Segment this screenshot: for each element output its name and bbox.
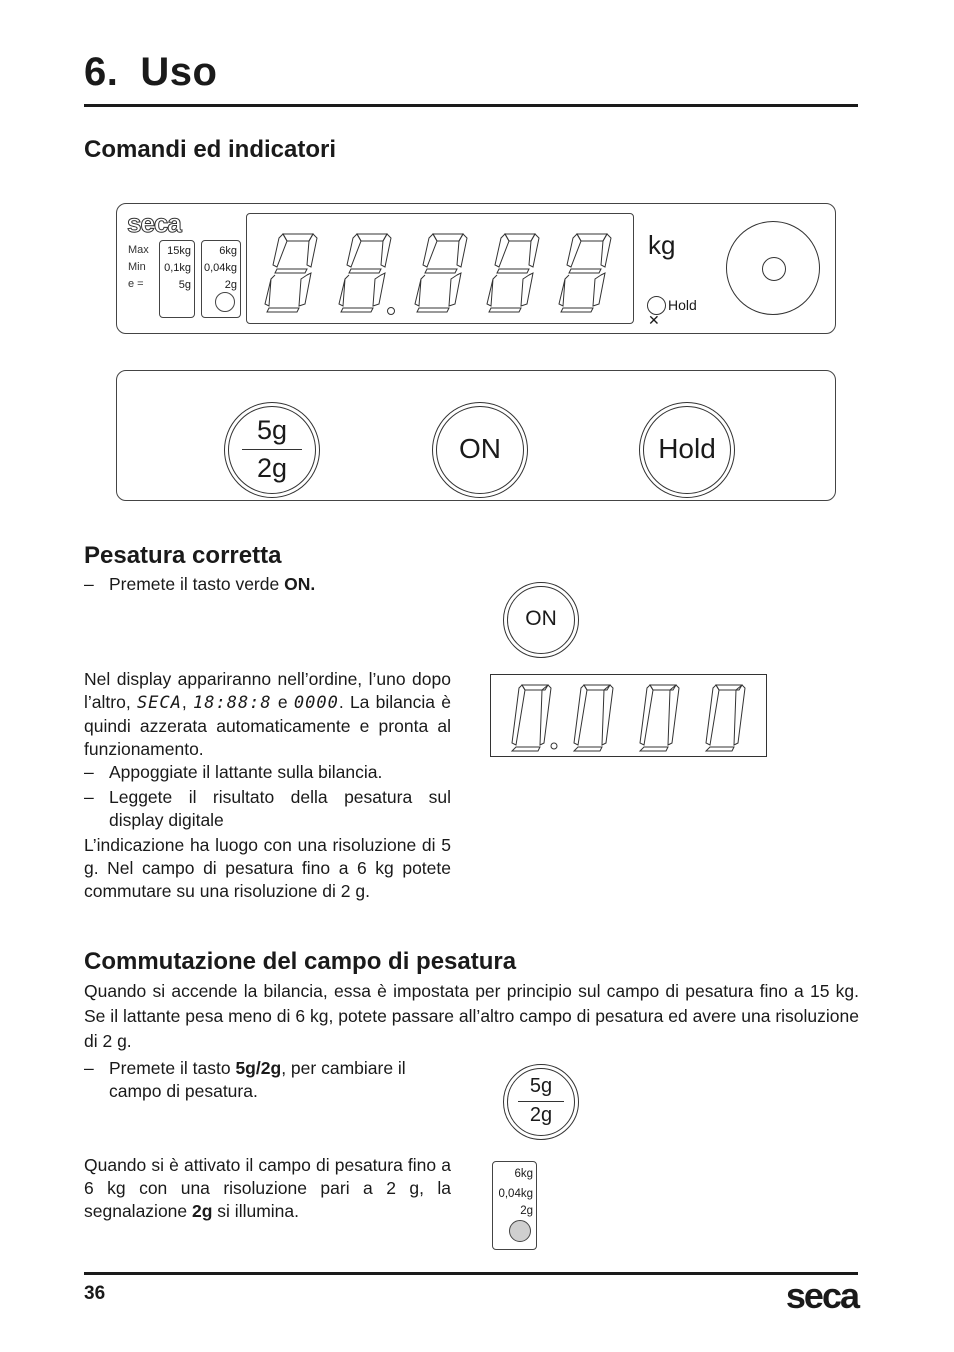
range2-min: 0,04kg	[203, 262, 237, 274]
step-press-range-key	[84, 1057, 451, 1103]
step-press-on	[84, 573, 479, 596]
digit-display-window	[246, 213, 634, 324]
range-key-illustration-top: 5g	[529, 1075, 553, 1097]
hold-key-label: Hold	[658, 433, 716, 464]
range2-max: 6kg	[219, 245, 237, 257]
section-title-range-switch: Commutazione del campo di pesatura	[84, 948, 517, 975]
segment-text-zero: 0000	[293, 693, 339, 713]
indicator-paragraph	[84, 1154, 451, 1223]
digit-4	[487, 234, 539, 312]
display-sequence-text: Nel display appariranno nell’ordine, l’uno dopo l’altro,	[84, 669, 451, 712]
step-press-range-prefix: Premete il tasto	[109, 1058, 236, 1078]
range-key-illustration-bottom: 2g	[529, 1104, 553, 1126]
eight-segment-digits	[247, 214, 633, 323]
zero-decimal-point	[551, 743, 557, 749]
range1-box	[159, 240, 195, 318]
resolution-paragraph: L’indicazione ha luogo con una risoluzione di 5 g. Nel campo di pesatura fino a 6 kg potete commutare su una risoluzione di 2 g.	[84, 835, 451, 901]
range-key-divider	[242, 449, 302, 450]
footer-rule	[84, 1272, 858, 1275]
indicator-min: 0,04kg	[498, 1188, 533, 1200]
section-title-controls: Comandi ed indicatori	[84, 136, 337, 163]
label-min: Min	[128, 261, 146, 273]
label-e: e =	[128, 278, 144, 290]
range1-min: 0,1kg	[164, 262, 191, 274]
conjunction-text: e	[277, 692, 288, 712]
on-key-illustration-label: ON	[525, 607, 557, 630]
step-press-on-text: Premete il tasto verde	[109, 574, 285, 594]
display-panel	[116, 203, 836, 334]
dash-bullet: –	[84, 1058, 94, 1078]
display-sequence-text-end: . La bilancia è quindi azzerata automaticamente e pronta al funzionamento.	[84, 692, 451, 759]
sensor-center-icon	[762, 257, 786, 281]
sensor-window-icon	[726, 221, 820, 315]
dash-bullet: –	[84, 574, 94, 594]
range-key-illustration-divider	[518, 1101, 564, 1102]
zero-digits	[491, 675, 768, 758]
display-sequence-paragraph: Nel display appariranno nell’ordine, l’uno dopo l’altro, SECA, 18:88:8 e 0000. La bilancia è quindi azzerata automaticamente e pronta al funzionamento.	[84, 669, 451, 759]
unit-label: kg	[648, 230, 676, 260]
zero-digit-1	[512, 685, 551, 751]
dash-bullet: –	[84, 762, 94, 782]
step-read-result-text: Leggete il risultato della pesatura sul display digitale	[109, 787, 451, 830]
chapter-title: Uso	[140, 50, 218, 94]
digit-1	[265, 234, 317, 312]
range1-e: 5g	[178, 279, 191, 291]
digit-3	[415, 234, 467, 312]
indicator-paragraph-bold: 2g	[192, 1201, 213, 1221]
range-switch-paragraph: Quando si accende la bilancia, essa è impostata per principio sul campo di pesatura fino a 15 kg. Se il lattante pesa meno di 6 kg, potete passare all’altro campo di pesatura ed avere una risoluzione di 2 g.	[84, 981, 859, 1051]
range-indicator-illustration	[492, 1161, 537, 1250]
indicator-paragraph-suffix: si illumina.	[212, 1201, 299, 1221]
decimal-point	[388, 308, 395, 315]
on-key-label: ON	[459, 433, 501, 464]
range1-max: 15kg	[167, 245, 191, 257]
zero-display-illustration	[490, 674, 767, 757]
indicator-paragraph-text: Quando si è attivato il campo di pesatura fino a 6 kg con una risoluzione pari a 2 g, la segnalazione	[84, 1155, 451, 1221]
range-labels	[128, 242, 149, 293]
range-key-illustration	[503, 1064, 579, 1140]
step-press-range-suffix: , per cambiare il campo di pesatura.	[109, 1058, 406, 1101]
dash-bullet: –	[84, 787, 94, 807]
zero-digit-4	[706, 685, 745, 751]
step-press-range-slash: /	[255, 1058, 261, 1078]
range-key-bottom-label: 2g	[256, 453, 288, 483]
step-read-result	[84, 786, 451, 832]
step-place-baby-text: Appoggiate il lattante sulla bilancia.	[109, 762, 383, 782]
digit-2	[339, 234, 391, 312]
brand-logo: seca	[785, 1275, 858, 1316]
chapter-heading	[84, 50, 217, 95]
on-key[interactable]	[432, 402, 528, 498]
indicator-e: 2g	[520, 1205, 533, 1217]
hold-key[interactable]	[639, 402, 735, 498]
zero-digit-2	[574, 685, 613, 751]
page-number: 36	[84, 1283, 106, 1304]
range2-indicator-led	[215, 292, 235, 312]
step-press-range-bold2: 2g	[260, 1058, 282, 1078]
zero-digit-3	[640, 685, 679, 751]
on-key-illustration	[503, 582, 579, 658]
range-key[interactable]	[224, 402, 320, 498]
header-rule	[84, 104, 858, 107]
label-max: Max	[128, 244, 149, 256]
range-key-top-label: 5g	[256, 415, 288, 445]
panel-brand-logo: seca	[127, 208, 181, 238]
indicator-led-lit	[509, 1220, 531, 1242]
asterisk-icon: ✕	[648, 312, 660, 328]
step-press-on-bold: ON.	[284, 574, 316, 594]
keypad-panel	[116, 370, 836, 501]
step-press-range-bold1: 5g	[235, 1058, 256, 1078]
hold-indicator-label: Hold	[668, 297, 697, 313]
segment-text-seca: SECA	[136, 693, 182, 713]
step-place-baby	[84, 761, 451, 784]
section-title-weighing: Pesatura corretta	[84, 542, 282, 569]
digit-5	[559, 234, 611, 312]
indicator-max: 6kg	[514, 1168, 533, 1180]
range2-e: 2g	[224, 279, 237, 291]
segment-text-test: 18:88:8	[193, 693, 272, 713]
chapter-number: 6.	[84, 50, 119, 94]
